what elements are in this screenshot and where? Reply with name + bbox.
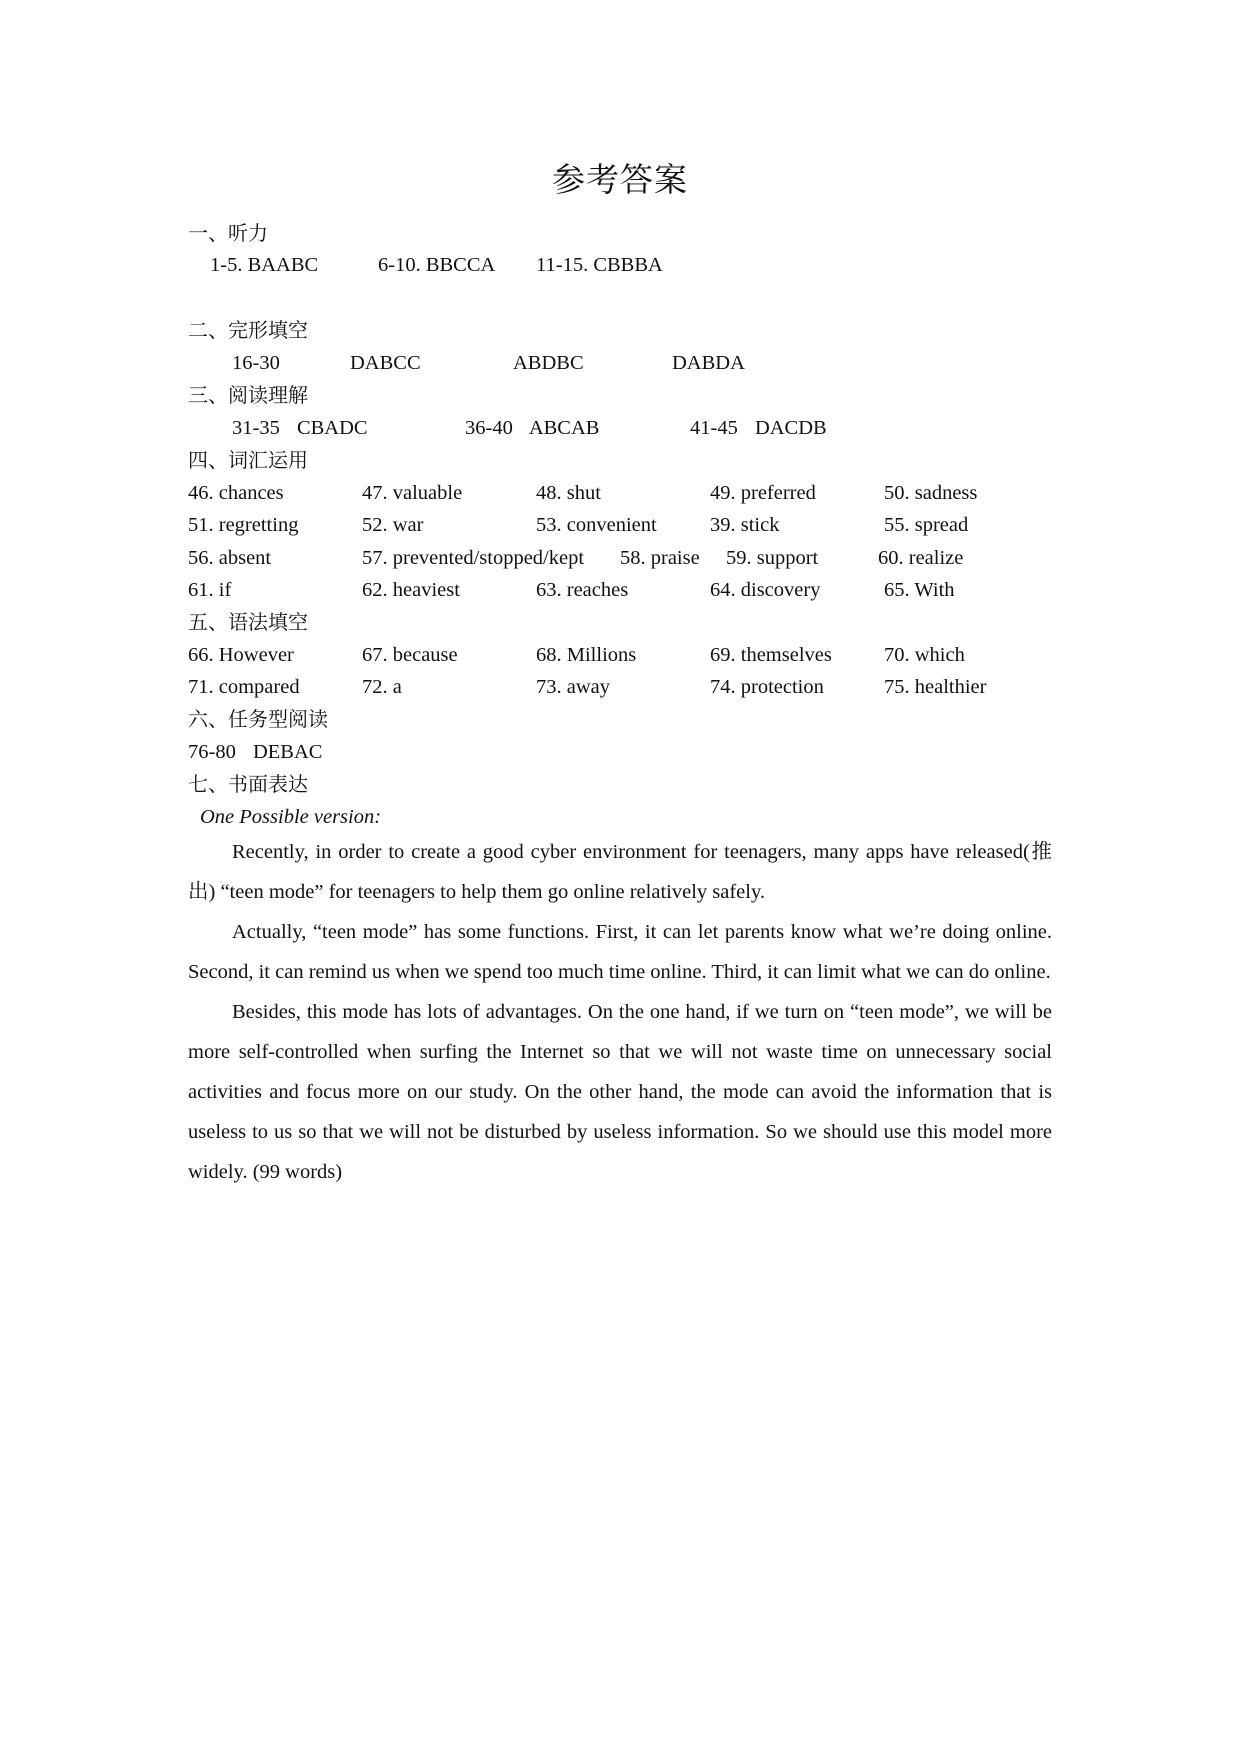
vocabulary-answer: 64. discovery <box>710 579 821 601</box>
grammar-answer: 67. because <box>362 644 458 666</box>
writing-heading: 七、书面表达 <box>188 772 308 796</box>
vocabulary-answer: 58. praise <box>620 547 700 569</box>
grammar-answer: 70. which <box>884 644 965 666</box>
vocabulary-heading: 四、词汇运用 <box>188 448 308 472</box>
vocabulary-answer: 57. prevented/stopped/kept <box>362 547 585 569</box>
vocabulary-answer: 49. preferred <box>710 482 816 504</box>
grammar-answer: 73. away <box>536 676 611 698</box>
vocabulary-answer: 46. chances <box>188 482 284 504</box>
grammar-heading: 五、语法填空 <box>188 610 308 634</box>
vocabulary-answer: 65. With <box>884 579 955 601</box>
vocabulary-answer: 48. shut <box>536 482 601 504</box>
vocabulary-answer: 47. valuable <box>362 482 463 504</box>
listening-heading: 一、听力 <box>188 221 268 245</box>
listening-answer-11-15: 11-15. CBBBA <box>536 254 663 276</box>
reading-answer-41-45: 41-45 DACDB <box>690 417 827 439</box>
grammar-answer: 69. themselves <box>710 644 832 666</box>
reading-heading: 三、阅读理解 <box>188 383 308 407</box>
vocabulary-answer: 60. realize <box>878 547 964 569</box>
vocabulary-answer: 51. regretting <box>188 514 299 536</box>
vocabulary-answer: 53. convenient <box>536 514 657 536</box>
grammar-answer: 66. However <box>188 644 294 666</box>
vocabulary-answer: 63. reaches <box>536 579 629 601</box>
vocabulary-answer: 52. war <box>362 514 424 536</box>
writing-essay <box>188 832 1052 1192</box>
vocabulary-answer: 56. absent <box>188 547 272 569</box>
vocabulary-answer: 50. sadness <box>884 482 978 504</box>
essay-paragraph: Actually, “teen mode” has some functions. First, it can let parents know what we’re doing online. Second, it can remind us when we spend too much time online. Third, it can limit what we can do online. <box>188 921 1052 983</box>
cloze-heading: 二、完形填空 <box>188 318 308 342</box>
vocabulary-answer: 55. spread <box>884 514 969 536</box>
essay-paragraph: Recently, in order to create a good cyber environment for teenagers, many apps have released(推出) “teen mode” for teenagers to help them go online relatively safely. <box>188 841 1052 903</box>
cloze-answer-group-2: ABDBC <box>513 352 584 374</box>
vocabulary-answer: 39. stick <box>710 514 780 536</box>
writing-version-label: One Possible version: <box>200 806 382 828</box>
vocabulary-answer: 61. if <box>188 579 232 601</box>
task-reading-answer: 76-80 DEBAC <box>188 741 323 763</box>
grammar-answer: 72. a <box>362 676 402 698</box>
grammar-answer: 71. compared <box>188 676 300 698</box>
grammar-answer: 75. healthier <box>884 676 987 698</box>
task-reading-heading: 六、任务型阅读 <box>188 707 328 731</box>
essay-paragraph: Besides, this mode has lots of advantages. On the one hand, if we turn on “teen mode”, we will be more self-controlled when surfing the Internet so that we will not waste time on unnecessary social activities and focus more on our study. On the other hand, the mode can avoid the information that is useless to us so that we will not be disturbed by useless information. So we should use this model more widely. (99 words) <box>188 1001 1052 1183</box>
vocabulary-answer: 59. support <box>726 547 819 569</box>
cloze-answer-group-3: DABDA <box>672 352 745 374</box>
listening-answer-6-10: 6-10. BBCCA <box>378 254 496 276</box>
grammar-answer: 68. Millions <box>536 644 637 666</box>
grammar-answer: 74. protection <box>710 676 824 698</box>
page-title: 参考答案 <box>552 160 688 199</box>
reading-answer-36-40: 36-40 ABCAB <box>465 417 600 439</box>
cloze-range: 16-30 <box>232 352 280 374</box>
vocabulary-answer: 62. heaviest <box>362 579 460 601</box>
cloze-answer-group-1: DABCC <box>350 352 421 374</box>
reading-answer-31-35: 31-35 CBADC <box>232 417 368 439</box>
listening-answer-1-5: 1-5. BAABC <box>210 254 319 276</box>
